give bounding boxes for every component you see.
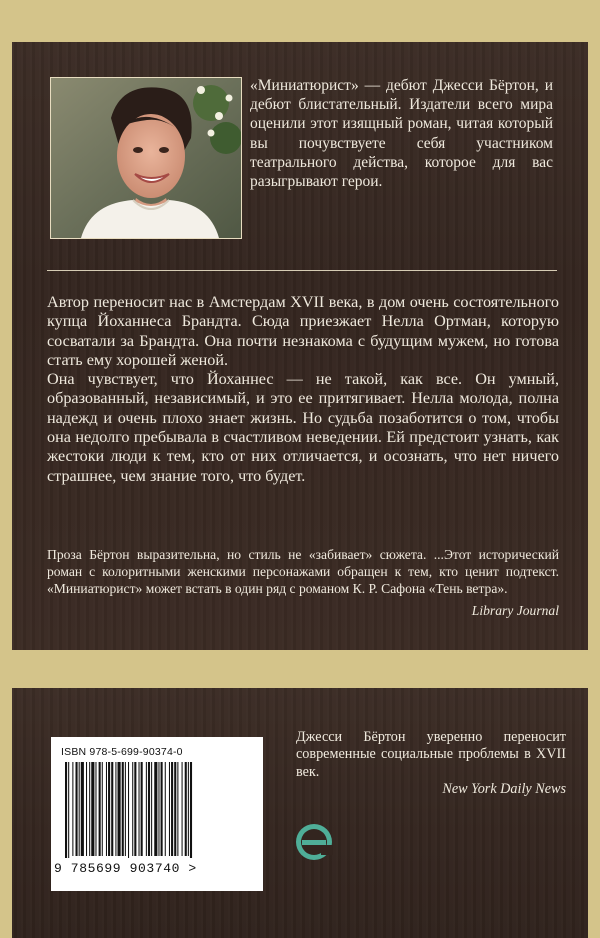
- barcode-bar: [185, 762, 187, 856]
- press-review-source: New York Daily News: [442, 781, 566, 798]
- isbn-label: ISBN 978-5-699-90374-0: [61, 746, 183, 758]
- barcode-bar: [125, 762, 126, 856]
- barcode-bar: [106, 762, 107, 856]
- barcode-bar: [190, 762, 192, 858]
- barcode-bar: [76, 762, 78, 856]
- barcode-bar: [102, 762, 103, 856]
- barcode-bar: [139, 762, 140, 856]
- barcode-bar: [99, 762, 101, 856]
- author-photo-image: [51, 78, 241, 238]
- barcode-bar: [128, 762, 129, 858]
- synopsis: [47, 293, 559, 486]
- barcode-bar: [161, 762, 163, 856]
- press-review-text: Джесси Бёртон уверенно переносит современные социальные проблемы в XVII век.: [296, 729, 566, 780]
- barcode-bar: [154, 762, 157, 856]
- barcode-bar: [68, 762, 69, 858]
- barcode-bar: [111, 762, 113, 856]
- press-quote-text: Проза Бёртон выразительна, но стиль не «забивает» сюжета. ...Этот исторический роман с колоритными женскими персонажами обращен к тем, кто ценит подтекст. «Миниатюрист» может встать в один ряд с романом К. Р. Сафона «Тень ветра».: [47, 547, 559, 597]
- barcode-bar: [141, 762, 143, 856]
- barcode-bar: [148, 762, 150, 856]
- barcode-bar: [158, 762, 159, 856]
- synopsis-paragraph: Автор переносит нас в Амстердам XVII века, в дом очень состоятельного купца Йоханнеса Брандта. Сюда приезжает Нелла Ортман, которую сосватали за Брандта. Она почти незнакома с будущим мужем, но готова стать ему хорошей женой.: [47, 293, 559, 369]
- barcode-bar: [91, 762, 94, 856]
- barcode-bar: [134, 762, 136, 856]
- barcode-bar: [108, 762, 110, 856]
- bottom-panel: [12, 688, 588, 938]
- barcode-bar: [171, 762, 173, 856]
- top-panel: [12, 42, 588, 650]
- barcode-bar: [165, 762, 166, 856]
- publisher-logo-icon: [294, 822, 334, 862]
- author-photo: [50, 77, 242, 239]
- barcode-bar: [81, 762, 84, 856]
- barcode-bar: [174, 762, 176, 856]
- barcode-bar: [146, 762, 147, 856]
- barcode-bar: [72, 762, 73, 856]
- barcode-bar: [182, 762, 183, 856]
- barcode: [51, 737, 263, 891]
- barcode-bar: [65, 762, 67, 858]
- divider: [47, 270, 557, 271]
- barcode-bar: [89, 762, 90, 856]
- press-quote-source: Library Journal: [471, 602, 559, 618]
- press-quote: [47, 546, 559, 619]
- barcode-bar: [188, 762, 189, 856]
- barcode-bar: [122, 762, 124, 856]
- barcode-bar: [115, 762, 116, 856]
- barcode-bar: [86, 762, 87, 856]
- barcode-bar: [79, 762, 80, 856]
- barcode-digits: 9 785699 903740 >: [54, 861, 197, 876]
- press-review: [296, 729, 566, 799]
- barcode-bar: [169, 762, 170, 856]
- barcode-bar: [151, 762, 152, 856]
- barcode-bar: [132, 762, 133, 856]
- barcode-bar: [177, 762, 178, 856]
- barcode-bar: [95, 762, 96, 856]
- barcode-bars: [61, 762, 253, 858]
- synopsis-paragraph: Она чувствует, что Йоханнес — не такой, как все. Он умный, образованный, независимый, и это ее притягивает. Нелла молода, полна надежд и очень плохо знает жизнь. Но судьба позаботится о том, чтобы она недолго пребывала в счастливом неведении. Ей предстоит узнать, как жестоки люди к тем, кто от них отличается, и осознать, что нет ничего страшнее, чем знание того, что будет.: [47, 370, 559, 485]
- author-intro: «Миниатюрист» — дебют Джесси Бёртон, и дебют блистательный. Издатели всего мира оценили этот изящный роман, читая который вы почувствуете себя участником театрального действа, которое для вас разыгрывают герои.: [250, 77, 553, 191]
- barcode-bar: [118, 762, 121, 856]
